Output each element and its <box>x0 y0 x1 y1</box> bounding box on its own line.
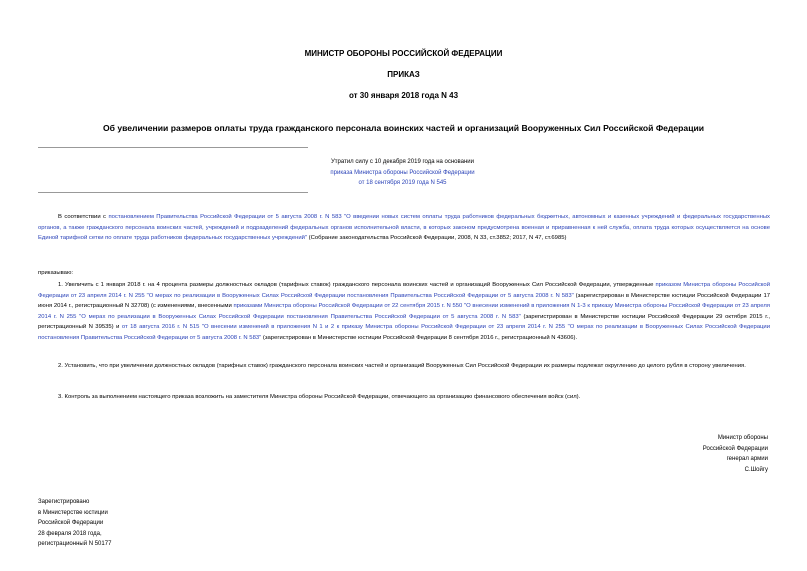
preamble-paragraph <box>38 212 770 244</box>
ministry-heading: МИНИСТР ОБОРОНЫ РОССИЙСКОЙ ФЕДЕРАЦИИ <box>304 49 503 58</box>
registration-line-1: Зарегистрировано <box>38 499 90 505</box>
preamble-link-decree[interactable]: постановлением Правительства Российской Федерации от 5 августа 2008 г. N 583 "О введении новых систем оплаты труда работников федеральных бюджетных, автономных и казенных учреждений и федеральных государственных органов, а также гражданского персонала воинских частей, учреждений и подразделений федеральных органов исполнительной власти, в которых законом предусмотрена военная и приравненная к ней служба, оплата труда которых осуществляется на основе Единой тарифной сетки по оплате труда работников федеральных государственных учреждений" <box>38 214 771 241</box>
document-title: Об увеличении размеров оплаты труда гражданского персонала воинских частей и организаций Вооруженных Сил Российской Федерации <box>102 123 705 133</box>
divider-top <box>38 147 308 148</box>
item-1-link-order-550[interactable]: приказами Министра обороны Российской Федерации от 22 сентября 2015 г. N 550 "О внесении изменений в приложения N 1-3 к приказу Министра обороны Российской Федерации от 23 апреля 2014 г. N 255 "О мерах по реализации в Вооруженных Силах Российской Федерации постановления Правительства Российской Федерации от 5 августа 2008 г. N 583" <box>38 303 770 320</box>
item-2-paragraph: 2. Установить, что при увеличении должностных окладов (тарифных ставок) гражданского персонала воинских частей и организаций Вооруженных Сил Российской Федерации их размеры подлежат округлению до целого рубля в сторону увеличения. <box>58 363 746 369</box>
status-note-link-line2[interactable]: от 18 сентября 2019 года N 545 <box>358 180 447 186</box>
item-1-text-registration-2: (зарегистрирован в Министерстве юстиции Российской Федерации 29 октября 2015 г., регистрационный N 39535) и <box>38 313 770 330</box>
item-3-paragraph: 3. Контроль за выполнением настоящего приказа возложить на заместителя Министра обороны Российской Федерации, отвечающего за организацию финансового обеспечения войск (сил). <box>58 394 581 400</box>
registration-line-5: регистрационный N 50177 <box>38 541 112 547</box>
item-1-text-registration: (зарегистрирован в Министерстве юстиции Российской Федерации 17 июня 2014 г., регистрационный N 32708) (с изменениями, внесенными <box>38 292 770 309</box>
doc-type-heading: ПРИКАЗ <box>387 70 420 79</box>
registration-line-4: 28 февраля 2018 года, <box>38 530 102 537</box>
date-number-heading: от 30 января 2018 года N 43 <box>348 91 459 100</box>
item-1-text-end: (зарегистрирован в Министерстве юстиции Российской Федерации 8 сентября 2016 г., регистрационный N 43606). <box>261 334 578 341</box>
status-note-link-line1[interactable]: приказа Министра обороны Российской Федерации <box>330 169 475 176</box>
registration-line-2: в Министерстве юстиции <box>38 509 108 516</box>
divider-bottom <box>38 192 308 193</box>
item-1-paragraph <box>38 280 770 343</box>
registration-block <box>38 497 238 550</box>
preamble-text: В соответствии с <box>58 214 109 220</box>
order-word: приказываю: <box>38 270 74 276</box>
item-1-link-order-255[interactable]: приказом Министра обороны Российской Федерации от 23 апреля 2014 г. N 255 "О мерах по реализации в Вооруженных Силах Российской Федерации постановления Правительства Российской Федерации от 5 августа 2008 г. N 583" <box>38 282 770 299</box>
signature-line-name: С.Шойгу <box>744 466 768 473</box>
signature-line-title: Министр обороны <box>717 435 768 441</box>
registration-line-3: Российской Федерации <box>38 520 104 526</box>
signature-line-rank: генерал армии <box>726 456 768 462</box>
item-1-link-order-515[interactable]: от 18 августа 2016 г. N 515 "О внесении изменений в приложения N 1 и 2 к приказу Министра обороны Российской Федерации от 23 апреля 2014 г. N 255 "О мерах по реализации в Вооруженных Силах Российской Федерации постановления Правительства Российской Федерации от 5 августа 2008 г. N 583" <box>38 324 770 341</box>
status-note <box>300 157 505 189</box>
status-note-text: Утратил силу с 10 декабря 2019 года на основании <box>330 159 474 165</box>
signature-line-country: Российской Федерации <box>702 445 768 452</box>
preamble-text-source: (Собрание законодательства Российской Федерации, 2008, N 33, ст.3852; 2017, N 47, ст.6985) <box>307 235 567 241</box>
item-1-text: 1. Увеличить с 1 января 2018 г. на 4 процента размеры должностных окладов (тарифных ставок) гражданского персонала воинских частей и организаций Вооруженных Сил Российской Федерации, утвержденные <box>58 282 656 288</box>
signature-block <box>600 433 768 475</box>
